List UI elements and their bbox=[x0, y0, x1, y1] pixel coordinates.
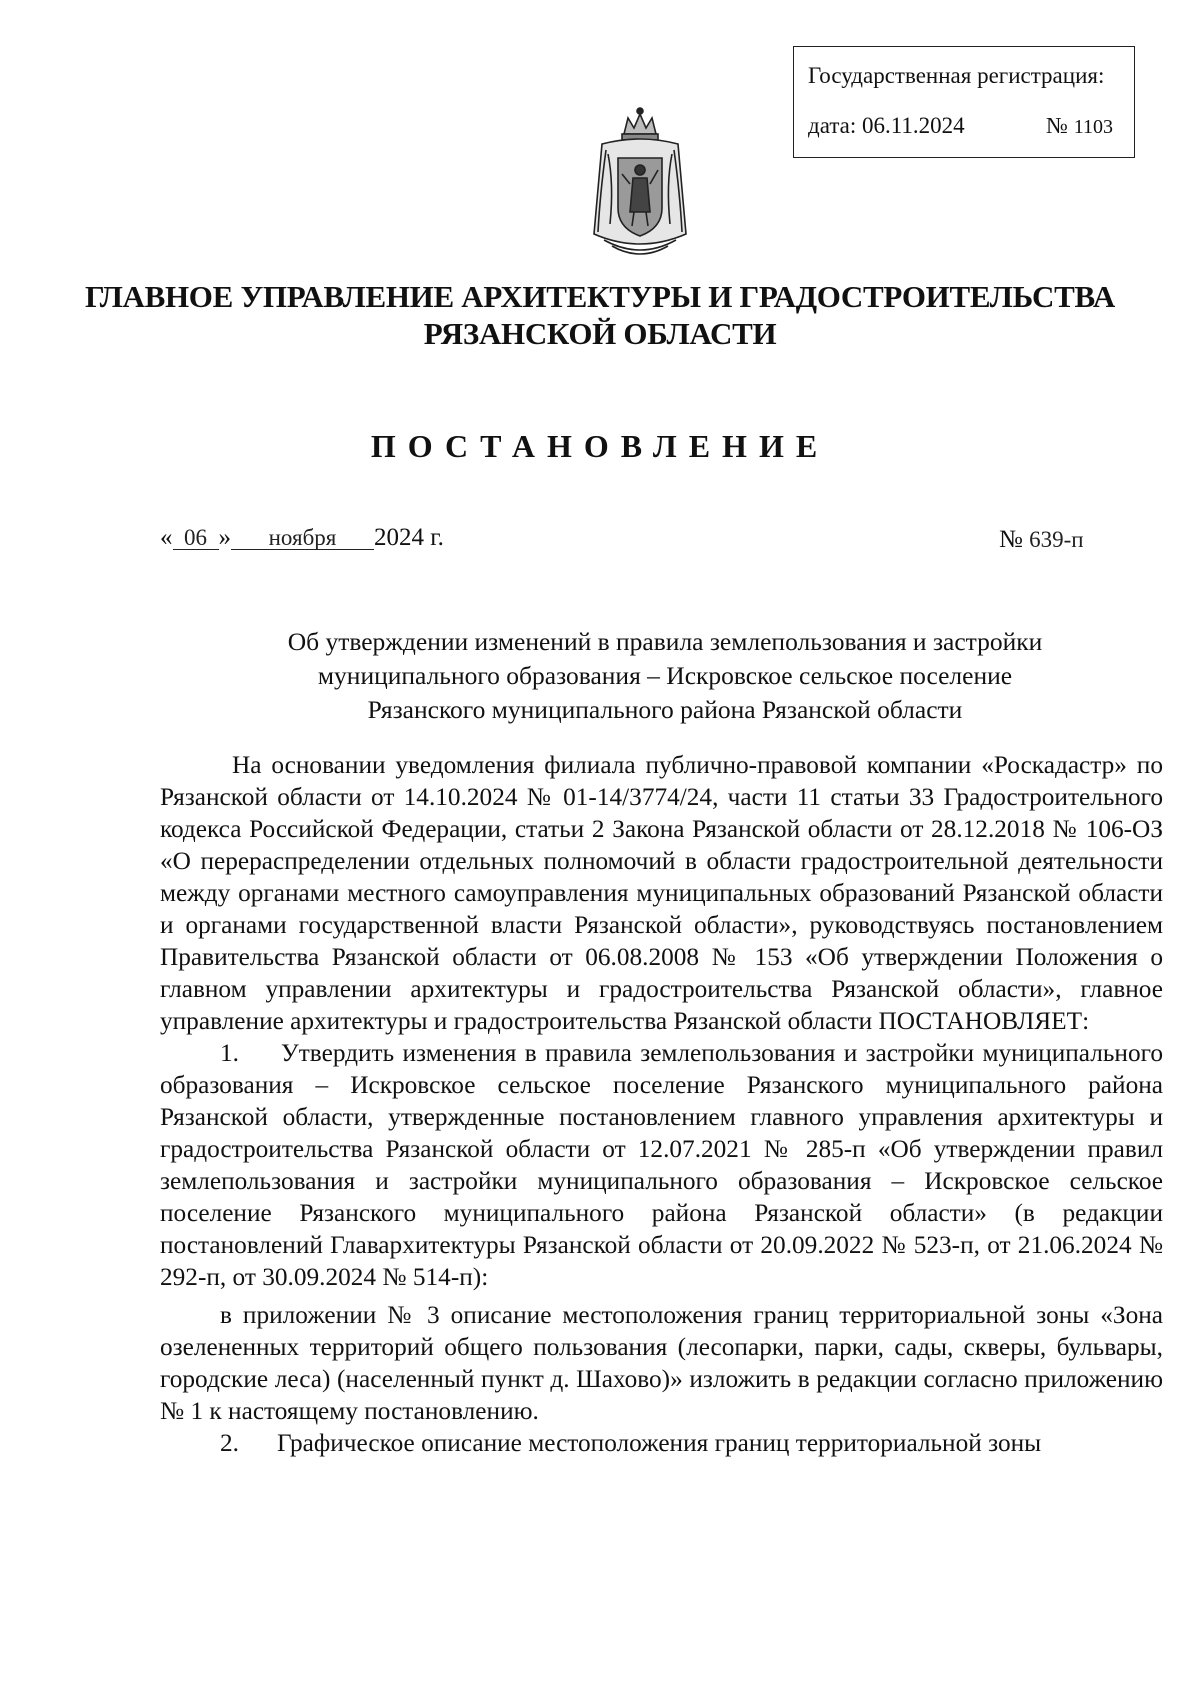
document-subject bbox=[0, 625, 1200, 727]
item-1-subparagraph: в приложении № 3 описание местоположения границ территориальной зоны «Зона озелененных территорий общего пользования (лесопарки, парки, сады, скверы, бульвары, городские леса) (населенный пункт д. Шахово)» изложить в редакции согласно приложению № 1 к настоящему постановлению. bbox=[160, 1301, 1163, 1425]
item-1-number: 1. bbox=[220, 1039, 239, 1067]
registration-number-label: № bbox=[1046, 113, 1068, 138]
subject-line: Рязанского муниципального района Рязанской области bbox=[367, 695, 963, 724]
document-date bbox=[160, 524, 444, 552]
subject-line: муниципального образования – Искровское сельское поселение bbox=[317, 661, 1013, 690]
item-1-text: Утвердить изменения в правила землепользования и застройки муниципального образования – Искровское сельское поселение Рязанского муниципального района Рязанской области, утвержденные постановлением главного управления архитектуры и градостроительства Рязанской области от 12.07.2021 № 285-п «Об утверждении правил землепользования и застройки муниципального образования – Искровское сельское поселение Рязанского муниципального района Рязанской области» (в редакции постановлений Главархитектуры Рязанской области от 20.09.2022 № 523-п, от 21.06.2024 № 292-п, от 30.09.2024 № 514-п): bbox=[160, 1039, 1164, 1291]
item-1-paragraph bbox=[160, 1037, 1163, 1293]
preamble-paragraph: На основании уведомления филиала публично-правовой компании «Роскадастр» по Рязанской области от 14.10.2024 № 01-14/3774/24, части 11 статьи 33 Градостроительного кодекса Российской Федерации, статьи 2 Закона Рязанской области от 28.12.2018 № 106-ОЗ «О перераспределении отдельных полномочий в области градостроительной деятельности между органами местного самоуправления муниципальных образований Рязанской области и органами государственной власти Рязанской области», руководствуясь постановлением Правительства Рязанской области от 06.08.2008 № 153 «Об утверждении Положения о главном управлении архитектуры и градостроительства Рязанской области», главное управление архитектуры и градостроительства Рязанской области ПОСТАНОВЛЯЕТ: bbox=[160, 751, 1163, 1035]
subject-line: Об утверждении изменений в правила землепользования и застройки bbox=[287, 627, 1043, 656]
date-month: ноября bbox=[231, 527, 374, 550]
registration-number-line bbox=[1046, 113, 1113, 139]
registration-date: 06.11.2024 bbox=[862, 113, 965, 138]
registration-title: Государственная регистрация: bbox=[808, 63, 1105, 88]
organization-name-line1: ГЛАВНОЕ УПРАВЛЕНИЕ АРХИТЕКТУРЫ И ГРАДОСТРОИТЕЛЬСТВА bbox=[84, 279, 1115, 314]
document-number-label: № bbox=[999, 526, 1023, 553]
document-type-heading: ПОСТАНОВЛЕНИЕ bbox=[370, 428, 830, 464]
registration-stamp bbox=[793, 46, 1135, 158]
date-close-quote: » bbox=[218, 524, 231, 551]
item-2-paragraph bbox=[160, 1427, 1163, 1459]
date-year: 2024 г. bbox=[374, 524, 444, 551]
item-2-number: 2. bbox=[220, 1429, 239, 1457]
date-day: 06 bbox=[173, 527, 219, 550]
coat-of-arms-icon bbox=[584, 104, 696, 262]
registration-date-line bbox=[808, 113, 965, 139]
registration-date-label: дата: bbox=[808, 113, 857, 138]
item-2-text: Графическое описание местоположения границ территориальной зоны bbox=[276, 1429, 1042, 1457]
document-number bbox=[999, 526, 1084, 554]
organization-name-line2: РЯЗАНСКОЙ ОБЛАСТИ bbox=[423, 316, 777, 351]
date-open-quote: « bbox=[160, 524, 173, 551]
registration-number: 1103 bbox=[1073, 116, 1113, 138]
document-number-value: 639-п bbox=[1029, 527, 1084, 552]
document-body bbox=[160, 749, 1163, 1459]
